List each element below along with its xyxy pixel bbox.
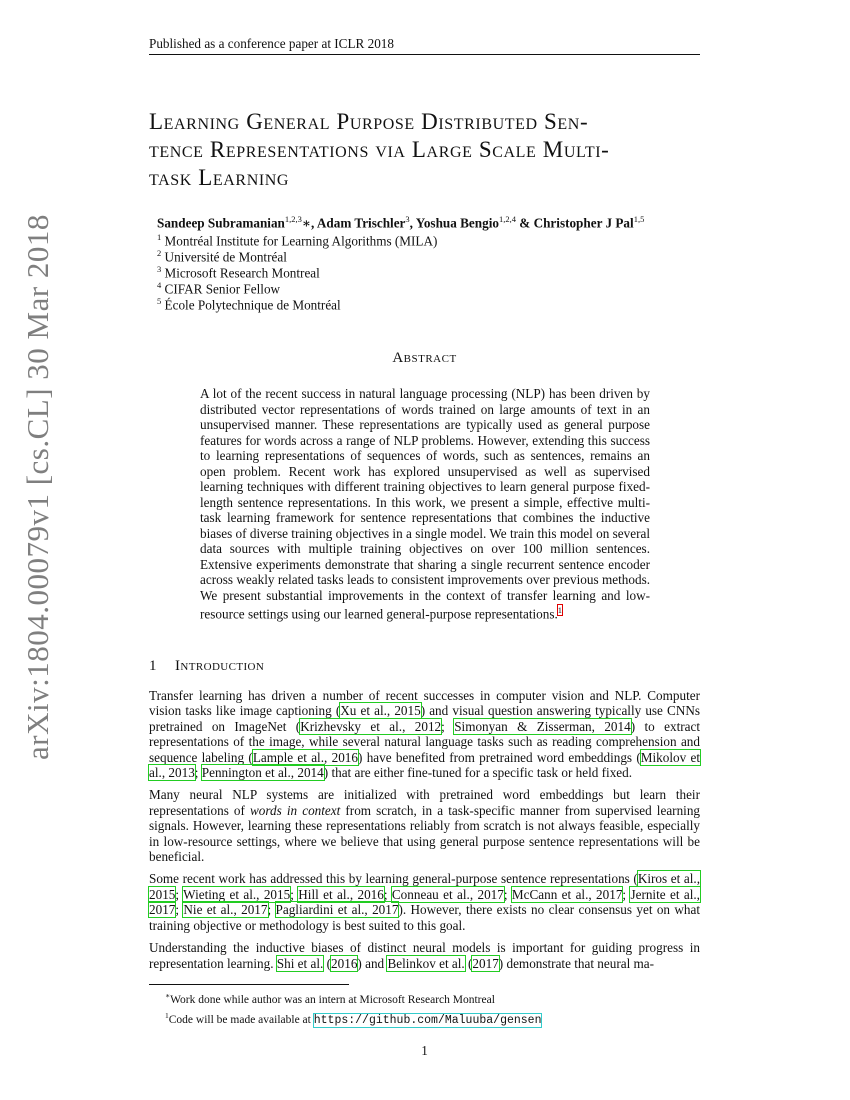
text: ) that are either fine-tuned for a specific task or held fixed. bbox=[323, 765, 633, 781]
affiliation bbox=[157, 296, 341, 313]
citation-link[interactable]: Belinkov et al. bbox=[387, 955, 465, 971]
section-heading bbox=[149, 658, 700, 675]
author-3: Yoshua Bengio bbox=[415, 215, 499, 231]
title-line-3: task Learning bbox=[149, 165, 290, 190]
affiliation-number: 1 bbox=[157, 232, 162, 242]
text: ; bbox=[383, 886, 392, 902]
citation-year-link[interactable]: 2016 bbox=[331, 955, 358, 971]
affiliation-name: Université de Montréal bbox=[164, 249, 287, 265]
affiliation bbox=[157, 280, 280, 297]
paragraph bbox=[149, 787, 700, 864]
affiliation bbox=[157, 248, 287, 265]
affiliation bbox=[157, 232, 437, 249]
citation-link[interactable]: Krizhevsky et al., 2012 bbox=[300, 718, 442, 734]
citation-link[interactable]: Jernite et al., 2017 bbox=[149, 886, 700, 918]
affiliation-name: Montréal Institute for Learning Algorithms (MILA) bbox=[164, 233, 438, 249]
text: Transfer learning has driven a number of recent successes in computer vision and NLP. Computer vision tasks like image captioning ( bbox=[149, 688, 700, 719]
affiliation-number: 2 bbox=[157, 248, 162, 258]
footnote-text: Work done while author was an intern at Microsoft Research Montreal bbox=[170, 993, 495, 1006]
text: ; bbox=[290, 886, 299, 902]
text: Some recent work has addressed this by learning general-purpose sentence representations ( bbox=[149, 871, 638, 887]
citation-link[interactable]: Wieting et al., 2015 bbox=[183, 886, 291, 902]
text: ; bbox=[175, 902, 184, 918]
author-4: Christopher J Pal bbox=[533, 215, 634, 231]
text: Understanding the inductive biases of distinct neural models is important for guiding progress in representation learning. bbox=[149, 940, 700, 971]
citation-year-link[interactable]: 2017 bbox=[472, 955, 499, 971]
footnote-1 bbox=[149, 988, 700, 1008]
footnote-mark: ∗ bbox=[165, 991, 171, 1000]
author-3-affil: 1,2,4 bbox=[498, 214, 516, 224]
citation-link[interactable]: Pagliardini et al., 2017 bbox=[275, 902, 399, 918]
title-line-1: Learning General Purpose Distributed Sen- bbox=[149, 109, 589, 134]
code-url-link[interactable]: https://github.com/Maluuba/gensen bbox=[313, 1013, 542, 1027]
author-1-affil: 1,2,3 bbox=[284, 214, 302, 224]
text: ). However, there exists no clear consensus yet on what training objective or methodology is best suited to this goal. bbox=[149, 902, 701, 933]
citation-link[interactable]: Lample et al., 2016 bbox=[252, 749, 358, 765]
section-title: Introduction bbox=[175, 658, 265, 674]
affiliation-name: École Polytechnique de Montréal bbox=[164, 297, 341, 313]
paragraph bbox=[149, 871, 700, 933]
text: ; bbox=[503, 886, 512, 902]
author-2-affil: 3 bbox=[405, 214, 410, 224]
paragraph bbox=[149, 688, 700, 780]
footnote-text: Code will be made available at bbox=[168, 1013, 314, 1026]
author-1-footnote-mark: ∗ bbox=[301, 215, 312, 231]
text: ) to extract representations of the image, while several natural language tasks such as reading comprehension and sequence labeling ( bbox=[149, 718, 700, 765]
author-list: Sandeep Subramanian$^{1,2,3}$∗, Adam Trischler$^3$, Yoshua Bengio$^{1,2,4}$ & Christopher J Pal$^{1,5}$ bbox=[157, 214, 645, 231]
text: from scratch, in a task-specific manner from supervised learning signals. However, learning these representations reliably from scratch is not always feasible, especially in low-resource settings, where we believe that using general purpose sentence representations will be beneficial. bbox=[149, 802, 701, 865]
paper-title bbox=[149, 108, 709, 192]
citation-link[interactable]: Nie et al., 2017 bbox=[183, 902, 268, 918]
introduction-body bbox=[149, 688, 700, 978]
running-header: Published as a conference paper at ICLR 2018 bbox=[149, 36, 700, 55]
affiliation-number: 4 bbox=[157, 280, 162, 290]
citation-link[interactable]: Pennington et al., 2014 bbox=[201, 765, 324, 781]
citation-link[interactable]: Conneau et al., 2017 bbox=[391, 886, 504, 902]
abstract-heading: Abstract bbox=[392, 350, 457, 366]
text: ) and bbox=[357, 955, 388, 971]
abstract bbox=[200, 386, 650, 622]
author-4-affil: 1,5 bbox=[633, 214, 645, 224]
section-number: 1 bbox=[149, 658, 157, 674]
citation-link[interactable]: Xu et al., 2015 bbox=[340, 703, 421, 719]
text: ; bbox=[441, 718, 455, 734]
text: ) and visual question answering typically use CNNs pretrained on ImageNet ( bbox=[149, 703, 701, 734]
text: ; bbox=[175, 886, 184, 902]
citation-link[interactable]: Simonyan & Zisserman, 2014 bbox=[454, 718, 631, 734]
text: ( bbox=[464, 955, 473, 971]
footnotes bbox=[149, 984, 700, 1028]
affiliation-number: 3 bbox=[157, 264, 162, 274]
text: ) have benefited from pretrained word embeddings ( bbox=[358, 749, 641, 765]
affiliation-name: Microsoft Research Montreal bbox=[164, 265, 320, 281]
footnote-2 bbox=[149, 1008, 700, 1028]
text: ; bbox=[194, 765, 202, 781]
text: ( bbox=[323, 955, 332, 971]
text: Many neural NLP systems are initialized with pretrained word embeddings but learn their representations of bbox=[149, 787, 700, 818]
emphasis: words in context bbox=[250, 802, 341, 818]
author-2: Adam Trischler bbox=[316, 215, 406, 231]
footnote-rule bbox=[149, 984, 349, 985]
citation-link[interactable]: Kiros et al., 2015 bbox=[149, 871, 700, 902]
title-line-2: tence Representations via Large Scale Multi- bbox=[149, 137, 610, 162]
citation-link[interactable]: Hill et al., 2016 bbox=[298, 886, 384, 902]
text: ) demonstrate that neural ma- bbox=[498, 955, 655, 971]
abstract-text: A lot of the recent success in natural language processing (NLP) has been driven by distributed vector representations of words trained on large amounts of text in an unsupervised manner. These representations are typically used as general purpose features for words across a range of NLP problems. However, extending this success to learning representations of sequences of words, such as sentences, remains an open problem. Recent work has explored unsupervised as well as supervised learning techniques with different training objectives to learn general purpose fixed-length sentence representations. In this work, we present a simple, effective multi-task learning framework for sentence representations that combines the inductive biases of diverse training objectives in a single model. We train this model on several data sources with multiple training objectives on over 100 million sentences. Extensive experiments demonstrate that sharing a single recurrent sentence encoder across weakly related tasks leads to consistent improvements over previous methods. We present substantial improvements in the context of transfer learning and low-resource settings using our learned general-purpose representations. bbox=[200, 386, 650, 622]
text: ; bbox=[622, 886, 631, 902]
footnote-link[interactable]: 1 bbox=[557, 605, 563, 615]
affiliation bbox=[157, 264, 320, 281]
affiliation-name: CIFAR Senior Fellow bbox=[164, 281, 281, 297]
citation-link[interactable]: Mikolov et al., 2013 bbox=[149, 749, 701, 781]
citation-link[interactable]: McCann et al., 2017 bbox=[511, 886, 623, 902]
text: ; bbox=[267, 902, 276, 918]
affiliation-number: 5 bbox=[157, 296, 162, 306]
arxiv-identifier: arXiv:1804.00079v1 [cs.CL] 30 Mar 2018 bbox=[20, 214, 55, 760]
author-1: Sandeep Subramanian bbox=[157, 215, 285, 231]
paragraph bbox=[149, 940, 700, 971]
page-number: 1 bbox=[421, 1043, 428, 1058]
footnote-mark: 1 bbox=[165, 1010, 169, 1020]
citation-link[interactable]: Shi et al. bbox=[276, 955, 324, 971]
